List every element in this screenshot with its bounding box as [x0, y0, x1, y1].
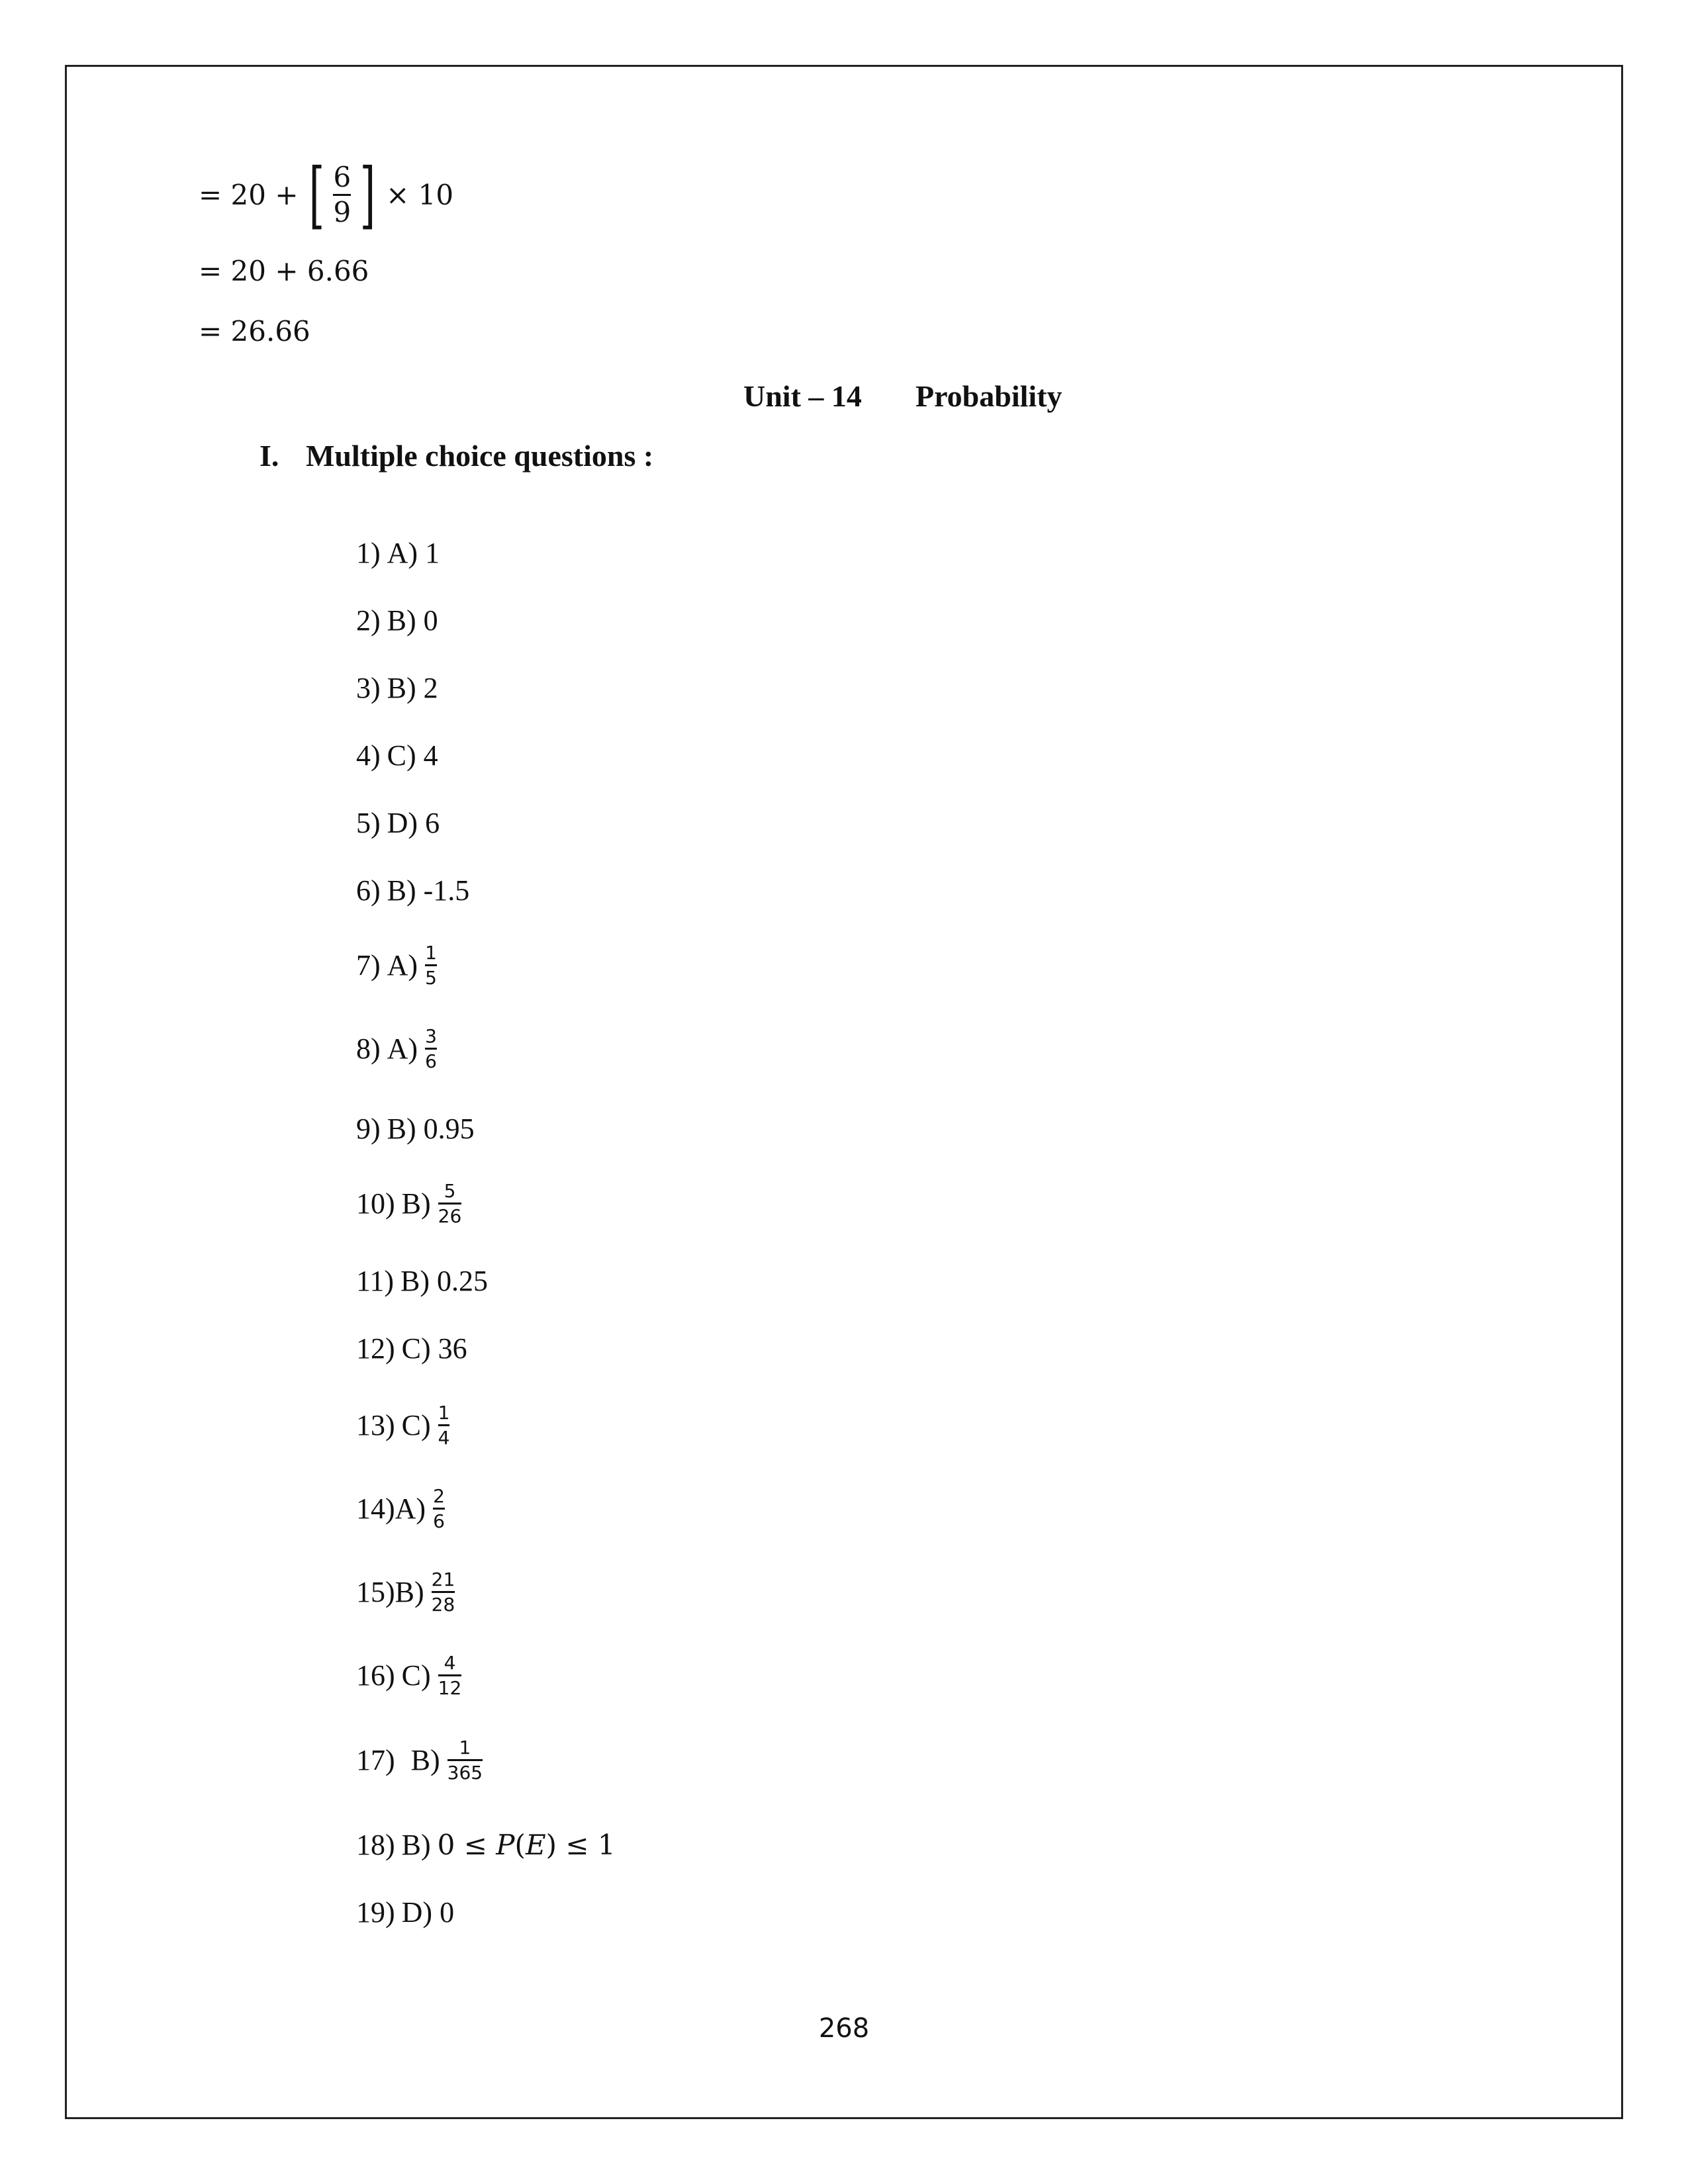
fraction-bar: [438, 1424, 450, 1426]
answer-text: B) 0: [387, 604, 438, 637]
answer-item: [356, 1026, 439, 1071]
section-heading: [259, 438, 653, 473]
answer-fraction: [430, 1570, 457, 1615]
math-part: (: [514, 1829, 526, 1861]
math-prefix: = 20 +: [199, 179, 299, 211]
answer-text: B) 0.25: [400, 1265, 489, 1297]
answer-text: C): [401, 1409, 431, 1442]
question-number: 3): [356, 672, 381, 704]
question-number: 8): [356, 1032, 381, 1066]
answer-fraction: [423, 1026, 439, 1071]
fraction-numerator: 4: [444, 1652, 456, 1674]
math-line-3: = 26.66: [199, 315, 310, 347]
fraction-numerator: 5: [444, 1180, 456, 1202]
math-variable: P: [496, 1829, 515, 1861]
answer-text: C) 4: [387, 739, 438, 772]
section-number: I.: [259, 439, 279, 473]
fraction-denominator: 26: [438, 1205, 462, 1228]
question-number: 7): [356, 949, 381, 982]
page-number: 268: [818, 2013, 870, 2044]
answer-fraction: [431, 1486, 447, 1531]
math-line-1: [199, 152, 454, 237]
answer-item: [356, 943, 439, 988]
unit-title: Probability: [915, 379, 1062, 413]
fraction-bar: [425, 1048, 437, 1050]
answer-item: [356, 1828, 616, 1862]
fraction-numerator: 2: [433, 1485, 445, 1507]
answer-item: [356, 671, 438, 705]
fraction-bar: [432, 1591, 455, 1593]
left-bracket: [: [308, 152, 324, 237]
answer-item: [356, 1264, 488, 1298]
page-border: [65, 65, 1623, 2119]
fraction-numerator: 6: [333, 160, 352, 193]
fraction-numerator: 21: [431, 1569, 455, 1590]
question-number: 14)A): [356, 1492, 426, 1525]
answer-text: B) -1.5: [387, 874, 470, 907]
fraction-bar: [438, 1203, 462, 1205]
answer-fraction: [445, 1738, 485, 1783]
question-number: 4): [356, 739, 381, 772]
answer-item: [356, 739, 438, 772]
answer-fraction: [436, 1403, 452, 1448]
answer-text: C): [401, 1659, 431, 1692]
fraction-numerator: 1: [425, 942, 437, 964]
answer-text: A): [387, 949, 418, 982]
answer-item: [356, 874, 469, 907]
answer-item: [356, 1653, 463, 1698]
answer-item: [356, 1570, 457, 1615]
bracketed-fraction: [303, 152, 383, 237]
question-number: 11): [356, 1265, 395, 1297]
fraction-denominator: 28: [431, 1594, 455, 1616]
fraction-numerator: 3: [425, 1025, 437, 1047]
math-line-2: = 20 + 6.66: [199, 255, 369, 287]
question-number: 2): [356, 604, 381, 637]
math-part: 0 ≤: [437, 1829, 496, 1861]
answer-text: D) 6: [387, 807, 440, 839]
answer-text: B): [410, 1744, 440, 1777]
answer-fraction: [436, 1653, 464, 1698]
question-number: 13): [356, 1409, 395, 1442]
question-number: 9): [356, 1113, 381, 1145]
answer-text: C) 36: [401, 1332, 467, 1365]
question-number: 1): [356, 537, 381, 569]
question-number: 17): [356, 1744, 395, 1777]
math-suffix: × 10: [386, 179, 454, 211]
question-number: 19): [356, 1896, 395, 1929]
answer-math: [438, 1829, 616, 1861]
answer-text: D) 0: [401, 1896, 455, 1929]
fraction-denominator: 6: [433, 1510, 445, 1533]
answer-item: [356, 536, 440, 570]
fraction-numerator: 1: [438, 1402, 450, 1424]
fraction-bar: [447, 1759, 483, 1761]
answer-item: [356, 604, 438, 637]
answer-item: [356, 1112, 475, 1146]
fraction-numerator: 1: [459, 1737, 471, 1758]
answer-item: [356, 806, 440, 840]
question-number: 6): [356, 874, 381, 907]
answer-text: A) 1: [387, 537, 440, 569]
section-title: Multiple choice questions :: [306, 439, 654, 473]
math-part: ) ≤ 1: [545, 1829, 616, 1861]
question-number: 12): [356, 1332, 395, 1365]
question-number: 5): [356, 807, 381, 839]
math-variable: E: [525, 1829, 546, 1861]
fraction: [330, 160, 353, 228]
answer-fraction: [436, 1181, 464, 1226]
unit-label: Unit – 14: [743, 379, 862, 413]
answer-text: B): [401, 1829, 431, 1861]
answer-text: A): [387, 1032, 418, 1066]
right-bracket: ]: [359, 152, 376, 237]
answer-item: [356, 1895, 454, 1929]
fraction-bar: [438, 1674, 462, 1676]
answer-item: [356, 1738, 485, 1783]
answer-item: [356, 1403, 451, 1448]
fraction-denominator: 5: [425, 967, 437, 989]
answer-item: [356, 1181, 463, 1226]
fraction-denominator: 365: [447, 1762, 483, 1784]
fraction-bar: [425, 964, 437, 966]
answer-item: [356, 1486, 447, 1531]
answer-text: B): [401, 1187, 431, 1220]
fraction-denominator: 12: [438, 1677, 462, 1700]
answer-text: B) 0.95: [387, 1113, 475, 1145]
fraction-bar: [433, 1508, 445, 1510]
question-number: 10): [356, 1187, 395, 1220]
fraction-denominator: 9: [333, 196, 352, 228]
question-number: 15)B): [356, 1576, 424, 1609]
answer-text: B) 2: [387, 672, 438, 704]
fraction-denominator: 4: [438, 1427, 450, 1449]
answer-item: [356, 1332, 467, 1365]
fraction-denominator: 6: [425, 1050, 437, 1073]
question-number: 18): [356, 1829, 395, 1861]
answer-fraction: [423, 943, 439, 988]
question-number: 16): [356, 1659, 395, 1692]
